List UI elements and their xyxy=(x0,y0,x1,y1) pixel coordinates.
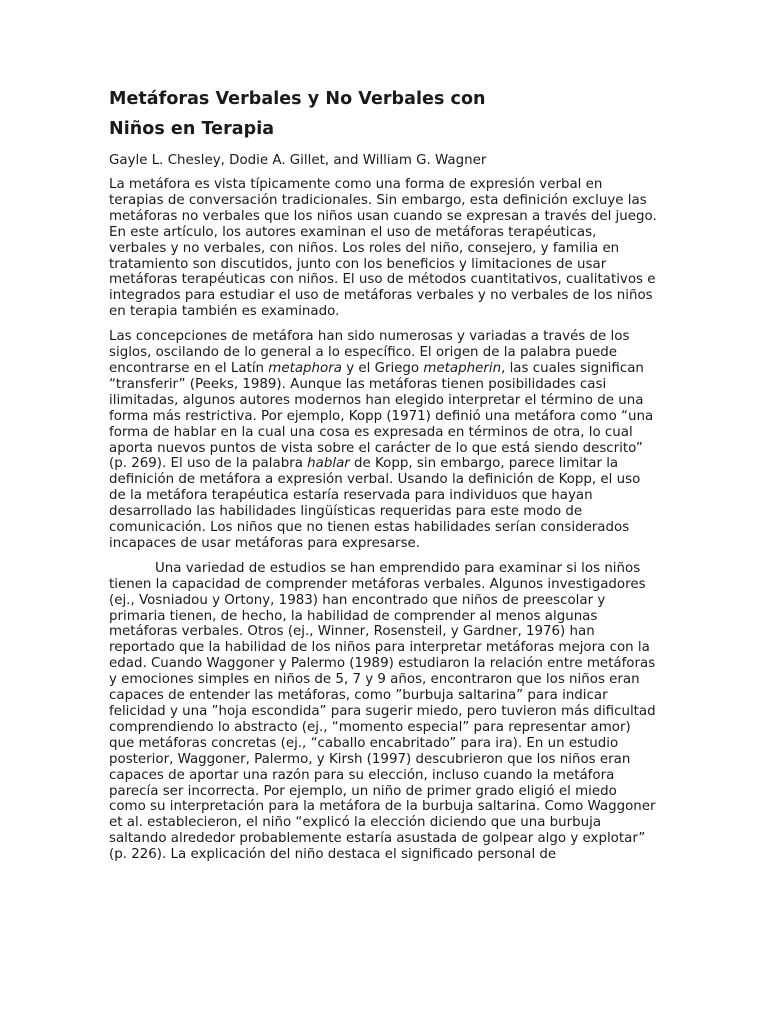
author-line: Gayle L. Chesley, Dodie A. Gillet, and William G. Wagner xyxy=(109,153,487,168)
paragraph-text: de Kopp, sin embargo, parece limitar la definición de metáfora a expresión verbal. Usando la definición de Kopp, el uso de la metáfora terapéutica estaría reservada para individuos que hayan desarrollado las habilidades lingüísticas requeridas para este modo de comunicación. Los niños que no tienen estas habilidades serían considerados incapaces de usar metáforas para expresarse. xyxy=(109,456,641,551)
italic-term-metapherin: metapherin xyxy=(423,360,502,376)
abstract-paragraph: La metáfora es vista típicamente como una forma de expresión verbal en terapias de conversación tradicionales. Sin embargo, esta definición excluye las metáforas no verbales que los niños usan cuando se expresan a través del juego. En este artículo, los autores examinan el uso de metáforas terapéuticas, verbales y no verbales, con niños. Los roles del niño, consejero, y familia en tratamiento son discutidos, junto con los beneficios y limitaciones de usar metáforas terapéuticas con niños. El uso de métodos cuantitativos, cualitativos e integrados para estudiar el uso de metáforas verbales y no verbales de los niños en terapia también es examinado. xyxy=(109,177,657,320)
italic-term-metaphora: metaphora xyxy=(268,360,342,376)
document-title xyxy=(109,84,657,144)
paragraph-text: y el Griego xyxy=(341,360,424,376)
paragraph-text: Las concepciones de metáfora han sido numerosas y variadas a través de los siglos, oscilando de lo general a lo específico. El origen de la palabra puede encontrarse en el Latín xyxy=(109,329,630,376)
document-page xyxy=(109,84,657,894)
paragraph-text: , las cuales significan “transferir” (Peeks, 1989). Aunque las metáforas tienen posibilidades casi ilimitadas, algunos autores modernos han elegido interpretar el término de una forma más restrictiva. Por ejemplo, Kopp (1971) definió una metáfora como “una forma de hablar en la cual una cosa es expresada en términos de otra, lo cual aporta nuevos puntos de vista sobre el carácter de lo que está siendo descrito” (p. 269). El uso de la palabra xyxy=(109,360,654,472)
italic-term-hablar: hablar xyxy=(307,456,350,472)
title-line-2: Niños en Terapia xyxy=(109,119,275,139)
title-line-1: Metáforas Verbales y No Verbales con xyxy=(109,89,486,109)
body-paragraph-1 xyxy=(109,329,657,552)
body-paragraph-2: Una variedad de estudios se han emprendido para examinar si los niños tienen la capacidad de comprender metáforas verbales. Algunos investigadores (ej., Vosniadou y Ortony, 1983) han encontrado que niños de preescolar y primaria tienen, de hecho, la habilidad de comprender al menos algunas metáforas verbales. Otros (ej., Winner, Rosensteil, y Gardner, 1976) han reportado que la habilidad de los niños para interpretar metáforas mejora con la edad. Cuando Waggoner y Palermo (1989) estudiaron la relación entre metáforas y emociones simples en niños de 5, 7 y 9 años, encontraron que los niños eran capaces de entender las metáforas, como ”burbuja saltarina” para indicar felicidad y una ”hoja escondida” para sugerir miedo, pero tuvieron más dificultad comprendiendo lo abstracto (ej., “momento especial” para representar amor) que metáforas concretas (ej., “caballo encabritado” para ira). En un estudio posterior, Waggoner, Palermo, y Kirsh (1997) descubrieron que los niños eran capaces de aportar una razón para su elección, incluso cuando la metáfora parecía ser incorrecta. Por ejemplo, un niño de primer grado eligió el miedo como su interpretación para la metáfora de la burbuja saltarina. Como Waggoner et al. establecieron, el niño “explicó la elección diciendo que una burbuja saltando alrededor probablemente estaría asustada de golpear algo y explotar” (p. 226). La explicación del niño destaca el significado personal de xyxy=(109,560,656,863)
